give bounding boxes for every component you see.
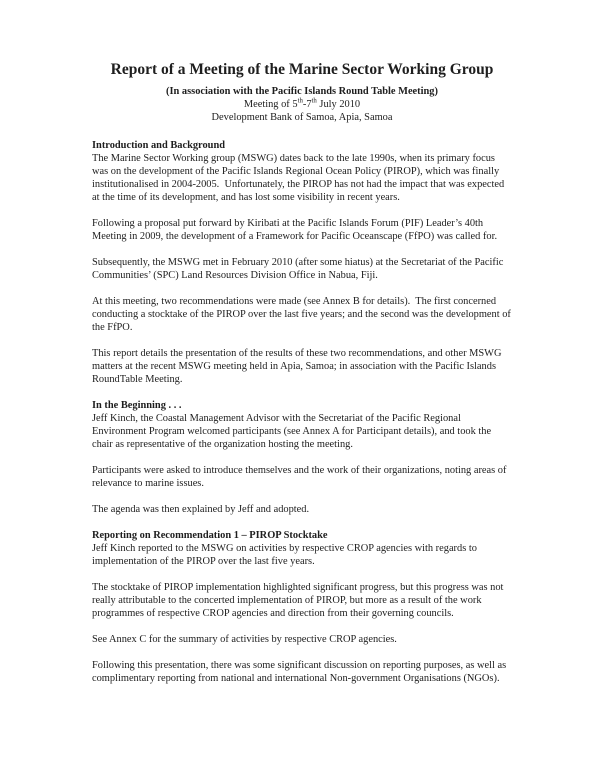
paragraph: Following a proposal put forward by Kiribati at the Pacific Islands Forum (PIF) Leader’s 40th Meeting in 2009, the development of a Framework for Pacific Oceanscape (FfPO) was called for. [92,218,498,242]
date-superscript-1: th [297,97,303,105]
date-text-part1: Meeting of 5 [243,99,298,110]
document-title: Report of a Meeting of the Marine Sector Working Group [110,61,494,78]
section-reporting-recommendation-1 [92,529,512,685]
paragraph: At this meeting, two recommendations were made (see Annex B for details). The first concerned conducting a stocktake of the PIROP over the last five years; and the second was the development of the FfPO. [92,296,514,333]
paragraph: See Annex C for the summary of activities by respective CROP agencies. [92,634,397,645]
date-text-part3: July 2010 [316,99,361,110]
meeting-date-line [92,98,512,111]
paragraph: Subsequently, the MSWG met in February 2010 (after some hiatus) at the Secretariat of the Pacific Communities’ (SPC) Land Resources Division Office in Nabua, Fiji. [92,257,506,281]
paragraph: Participants were asked to introduce themselves and the work of their organizations, noting areas of relevance to marine issues. [92,465,510,489]
paragraph: The Marine Sector Working group (MSWG) dates back to the late 1990s, when its primary focus was on the development of the Pacific Islands Regional Ocean Policy (PIROP), which was finally institutionalised in 2004-2005. Unfortunately, the PIROP has not had the impact that was expected at the time of its development, and has lost some visibility in recent years. [92,153,507,203]
section-heading-in-the-beginning: In the Beginning . . . [92,400,182,411]
date-superscript-2: th [311,97,317,105]
paragraph: Jeff Kinch, the Coastal Management Advisor with the Secretariat of the Pacific Regional Environment Program welcomed participants (see Annex A for Participant details), and took the chair as representative of the organization hosting the meeting. [92,413,494,450]
paragraph: The stocktake of PIROP implementation highlighted significant progress, but this progress was not really attributable to the concerted implementation of PIROP, but more as a result of the work programmes of respective CROP agencies and direction from their governing councils. [92,582,507,619]
section-heading-reporting-recommendation-1: Reporting on Recommendation 1 – PIROP Stocktake [92,530,328,541]
paragraph: Jeff Kinch reported to the MSWG on activities by respective CROP agencies with regards to implementation of the PIROP over the last five years. [92,543,480,567]
paragraph: This report details the presentation of the results of these two recommendations, and other MSWG matters at the recent MSWG meeting held in Apia, Samoa; in association with the Pacific Islands RoundTable Meeting. [92,348,505,385]
paragraph: Following this presentation, there was some significant discussion on reporting purposes, as well as complimentary reporting from national and international Non-government Organisations (NGOs). [92,660,509,684]
title-block [92,60,512,124]
paragraph: The agenda was then explained by Jeff and adopted. [92,504,310,515]
section-introduction-and-background [92,139,512,386]
section-heading-introduction: Introduction and Background [92,140,226,151]
date-text-part2: -7 [302,99,312,110]
document-subtitle: (In association with the Pacific Islands Round Table Meeting) [166,86,438,97]
section-in-the-beginning [92,399,512,516]
venue-line: Development Bank of Samoa, Apia, Samoa [211,112,393,123]
